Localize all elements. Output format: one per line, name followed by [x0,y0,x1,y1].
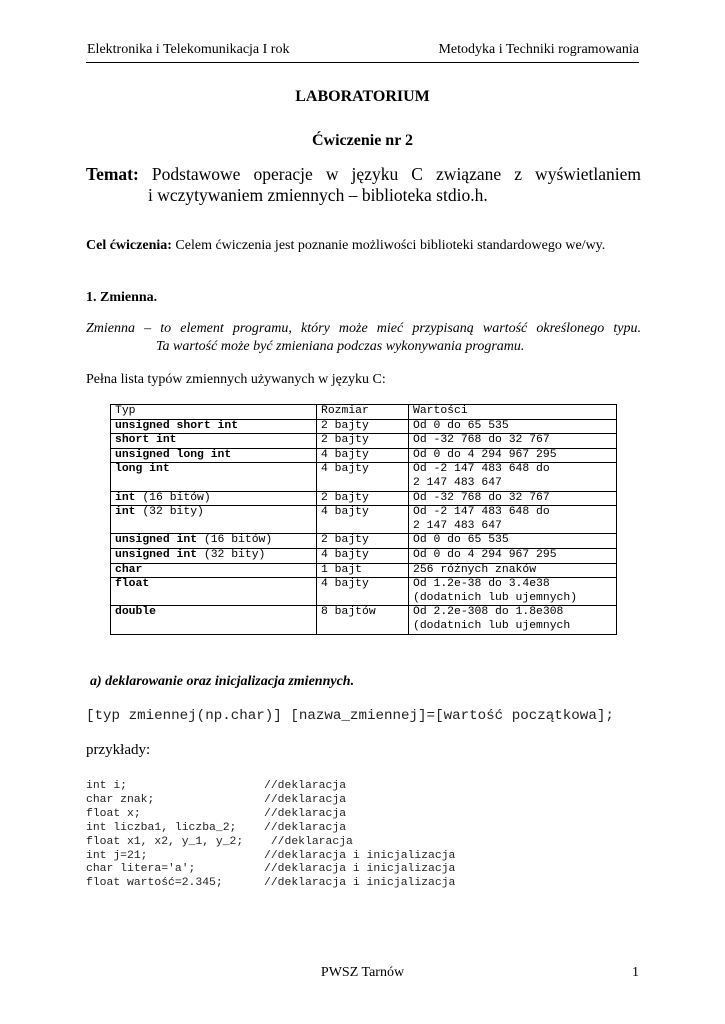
section-1-heading: 1. Zmienna. [86,290,158,305]
code-comment: //deklaracja [264,821,347,834]
values-cell [409,534,617,549]
size-cell: 2 bajty [317,419,409,434]
definition-line-2: Ta wartość może być zmieniana podczas wykonywania programu. [156,339,525,354]
type-note: (16 bitów) [135,491,211,504]
size-cell: 2 bajty [317,434,409,449]
code-line [86,836,455,850]
code-line [86,863,455,877]
code-line [86,822,455,836]
type-note: (32 bity) [197,548,266,561]
values-cell [409,434,617,449]
table-row [111,548,617,563]
type-keyword: char [115,563,143,576]
code-line [86,794,455,808]
topic-text-2: i wczytywaniem zmiennych – biblioteka stdio.h. [148,185,488,205]
size-cell: 4 bajty [317,448,409,463]
type-keyword: long int [115,463,170,476]
size-cell: 4 bajty [317,463,409,491]
declaration-syntax: [typ zmiennej(np.char)] [nazwa_zmiennej]=[wartość początkowa]; [86,708,614,724]
type-cell [111,434,317,449]
type-keyword: float [115,578,150,591]
values-cell [409,606,617,634]
values-line-1: Od 0 do 4 294 967 295 [413,448,557,461]
header-left: Elektronika i Telekomunikacja I rok [87,42,290,57]
topic-label: Temat: [86,164,139,184]
header-values: Wartości [409,405,617,420]
size-cell: 2 bajty [317,534,409,549]
page-title: LABORATORIUM [295,88,430,105]
values-line-1: Od -32 768 do 32 767 [413,434,550,447]
type-keyword: double [115,606,157,619]
table-row [111,448,617,463]
type-cell [111,578,317,606]
code-examples [86,780,455,891]
section-a-heading: a) deklarowanie oraz inicjalizacja zmiennych. [90,674,355,689]
values-cell [409,506,617,534]
values-cell [409,491,617,506]
values-line-2: (dodatnich lub ujemnych [413,619,571,632]
type-keyword: unsigned short int [115,419,239,432]
goal [86,238,605,254]
code-statement: float x1, x2, y_1, y_2; [86,835,244,848]
size-cell: 4 bajty [317,578,409,606]
values-line-2: (dodatnich lub ujemnych) [413,591,578,604]
values-line-2: 2 147 483 647 [413,519,502,532]
code-statement: float wartość=2.345; [86,877,223,890]
header-type: Typ [111,405,317,420]
type-cell [111,448,317,463]
values-line-1: 256 różnych znaków [413,563,537,576]
code-comment: //deklaracja [264,793,347,806]
values-line-1: Od -2 147 483 648 do [413,506,550,519]
header-rule [86,62,639,63]
type-cell [111,463,317,491]
values-line-1: Od 0 do 65 535 [413,534,509,547]
type-cell [111,606,317,634]
type-keyword: int [115,491,136,504]
values-line-1: Od 0 do 65 535 [413,419,509,432]
values-cell [409,448,617,463]
header-size: Rozmiar [317,405,409,420]
table-header-row [111,405,617,420]
size-cell: 2 bajty [317,491,409,506]
type-keyword: short int [115,434,177,447]
topic [86,164,641,206]
code-statement: int i; [86,780,128,792]
table-row [111,534,617,549]
values-line-2: 2 147 483 647 [413,476,502,489]
code-comment: //deklaracja [264,780,347,792]
type-note: (32 bity) [135,506,204,519]
table-row [111,578,617,606]
table-row [111,563,617,578]
type-cell [111,491,317,506]
type-cell [111,548,317,563]
type-cell [111,563,317,578]
size-cell: 4 bajty [317,548,409,563]
code-statement: int j=21; [86,849,148,862]
exercise-number: Ćwiczenie nr 2 [311,132,413,149]
values-line-1: Od 1.2e-38 do 3.4e38 [413,578,550,591]
values-cell [409,548,617,563]
types-list-intro: Pełna lista typów zmiennych używanych w języku C: [86,372,386,387]
type-note: (16 bitów) [197,534,273,547]
type-keyword: int [115,506,136,519]
examples-label: przykłady: [86,742,151,758]
topic-text-1: Podstawowe operacje w języku C związane z wyświetlaniem [151,164,642,184]
type-keyword: unsigned long int [115,448,232,461]
footer-institution: PWSZ Tarnów [320,965,405,980]
values-cell [409,563,617,578]
size-cell: 4 bajty [317,506,409,534]
table-row [111,419,617,434]
code-statement: int liczba1, liczba_2; [86,821,237,834]
code-statement: char litera='a'; [86,863,196,876]
values-line-1: Od -32 768 do 32 767 [413,491,550,504]
goal-label: Cel ćwiczenia: [86,238,172,253]
values-line-1: Od 2.2e-308 do 1.8e308 [413,606,564,619]
code-line [86,808,455,822]
values-cell [409,419,617,434]
code-statement: float x; [86,807,141,820]
goal-text: Celem ćwiczenia jest poznanie możliwości biblioteki standardowego we/wy. [171,238,606,253]
size-cell: 8 bajtów [317,606,409,634]
table-row [111,606,617,634]
type-keyword: unsigned int [115,534,198,547]
type-cell [111,506,317,534]
type-keyword: unsigned int [115,548,198,561]
variable-definition [86,320,641,356]
type-cell [111,419,317,434]
header-right: Metodyka i Techniki rogramowania [438,42,639,57]
code-line [86,877,455,891]
code-comment: //deklaracja i inicjalizacja [264,863,456,876]
size-cell: 1 bajt [317,563,409,578]
code-line [86,780,455,794]
code-comment: //deklaracja i inicjalizacja [264,849,456,862]
values-cell [409,463,617,491]
types-table [110,404,617,635]
type-cell [111,534,317,549]
values-cell [409,578,617,606]
table-row [111,506,617,534]
code-line [86,850,455,864]
page-number: 1 [632,965,639,980]
values-line-1: Od 0 do 4 294 967 295 [413,548,557,561]
code-statement: char znak; [86,793,155,806]
table-row [111,463,617,491]
code-comment: //deklaracja [264,835,353,848]
values-line-1: Od -2 147 483 648 do [413,463,550,476]
topic-line-1 [86,164,641,185]
definition-line-1: Zmienna – to element programu, który może mieć przypisaną wartość określonego typu. [86,321,641,336]
code-comment: //deklaracja [264,807,347,820]
code-comment: //deklaracja i inicjalizacja [264,877,456,890]
table-row [111,434,617,449]
table-row [111,491,617,506]
